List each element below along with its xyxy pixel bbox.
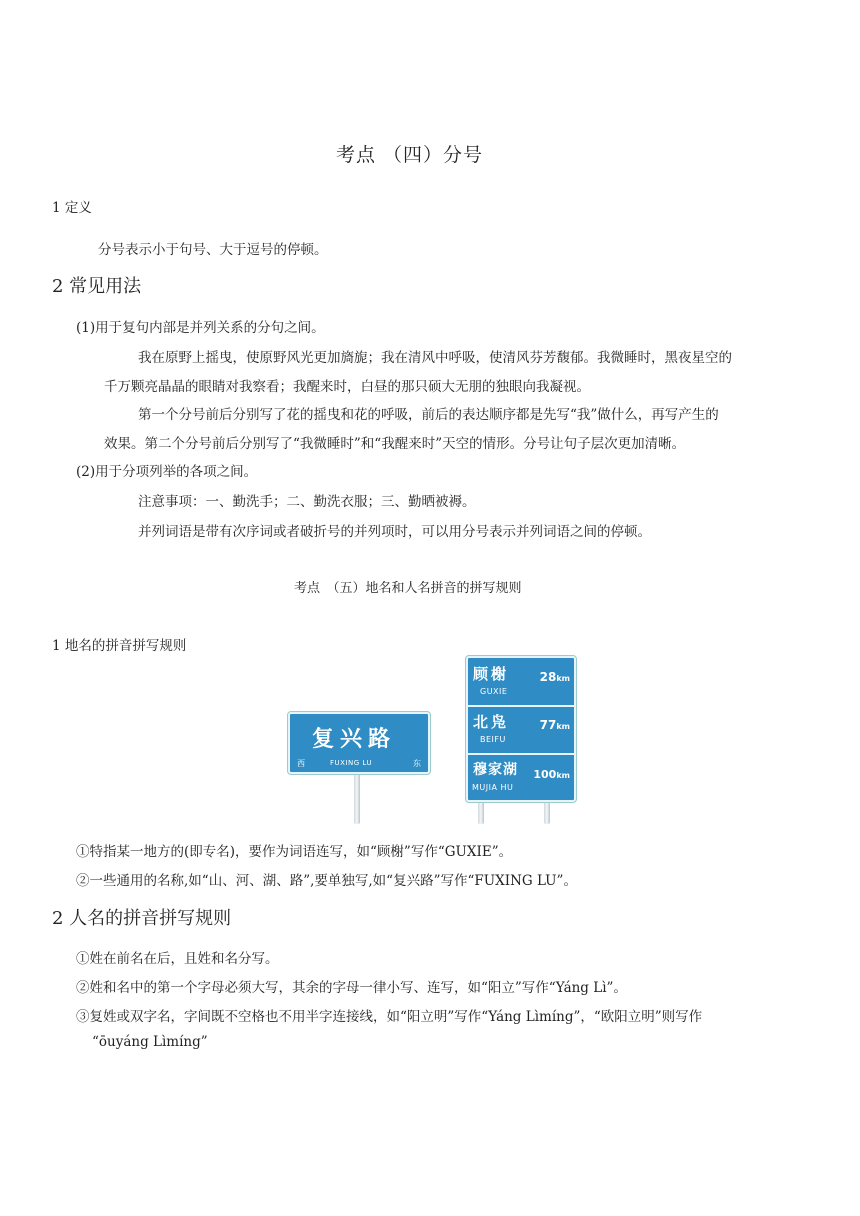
definition-text: 分号表示小于句号、大于逗号的停顿。 bbox=[98, 242, 328, 258]
title-semicolon: 考点 （四）分号 bbox=[336, 144, 484, 166]
example-1-line-2: 千万颗亮晶晶的眼睛对我察看；我醒来时，白昼的那只硕大无朋的独眼向我凝视。 bbox=[104, 379, 590, 395]
destination-sign bbox=[466, 656, 576, 802]
place-rule-1: ①特指某一地方的(即专名)，要作为词语连写，如“顾榭”写作“GUXIE”。 bbox=[76, 844, 513, 860]
example-2: 注意事项：一、勤洗手；二、勤洗衣服；三、勤晒被褥。 bbox=[138, 494, 476, 510]
destination-distance: 77km bbox=[539, 718, 570, 732]
destination-distance: 28km bbox=[539, 670, 570, 684]
section-definition-label: 1 定义 bbox=[52, 200, 92, 216]
road-signs-image bbox=[282, 648, 582, 828]
road-sign-west: 西 bbox=[297, 759, 305, 768]
road-sign-east: 东 bbox=[413, 759, 421, 768]
road-sign-cn: 复兴路 bbox=[312, 727, 397, 752]
explain-2: 并列词语是带有次序词或者破折号的并列项时，可以用分号表示并列词语之间的停顿。 bbox=[138, 524, 651, 540]
title-pinyin-rules: 考点 （五）地名和人名拼音的拼写规则 bbox=[294, 581, 522, 596]
destination-cn: 穆家湖 bbox=[473, 762, 518, 778]
section-person-label: 2 人名的拼音拼写规则 bbox=[52, 908, 232, 929]
destination-row bbox=[468, 658, 574, 707]
destination-distance: 100km bbox=[533, 768, 570, 781]
explain-1-line-2: 效果。第二个分号前后分别写了“我微睡时”和“我醒来时”天空的情形。分号让句子层次更加清晰。 bbox=[104, 436, 686, 452]
person-rule-3-line-1: ③复姓或双字名，字间既不空格也不用半字连接线，如“阳立明”写作“Yáng Lìmíng”，“欧阳立明”则写作 bbox=[76, 1009, 703, 1025]
place-rule-2: ②一些通用的名称,如“山、河、湖、路”,要单独写,如“复兴路”写作“FUXING LU”。 bbox=[76, 873, 577, 889]
person-rule-3-line-2: “ōuyáng Lìmíng” bbox=[92, 1034, 208, 1050]
section-place-label: 1 地名的拼音拼写规则 bbox=[52, 638, 187, 654]
road-sign-fuxing bbox=[288, 712, 430, 774]
person-rule-2: ②姓和名中的第一个字母必须大写，其余的字母一律小写、连写，如“阳立”写作“Yáng Lì”。 bbox=[76, 980, 627, 996]
person-rule-1: ①姓在前名在后，且姓和名分写。 bbox=[76, 951, 279, 967]
section-usage-label: 2 常见用法 bbox=[52, 276, 142, 297]
destination-pinyin: MUJIA HU bbox=[472, 783, 514, 792]
destination-row bbox=[468, 754, 574, 801]
road-sign-pinyin: FUXING LU bbox=[330, 759, 373, 767]
destination-pinyin: GUXIE bbox=[480, 687, 508, 696]
destination-row bbox=[468, 706, 574, 755]
destination-cn: 顾榭 bbox=[473, 665, 510, 683]
usage-1: (1)用于复句内部是并列关系的分句之间。 bbox=[76, 320, 325, 336]
example-1-line-1: 我在原野上摇曳，使原野风光更加旖旎；我在清风中呼吸，使清风芬芳馥郁。我微睡时，黑夜星空的 bbox=[138, 350, 732, 366]
usage-2: (2)用于分项列举的各项之间。 bbox=[76, 464, 258, 480]
explain-1-line-1: 第一个分号前后分别写了花的摇曳和花的呼吸，前后的表达顺序都是先写“我”做什么，再写产生的 bbox=[138, 407, 719, 423]
destination-pinyin: BEIFU bbox=[480, 735, 506, 744]
destination-cn: 北凫 bbox=[473, 713, 510, 731]
